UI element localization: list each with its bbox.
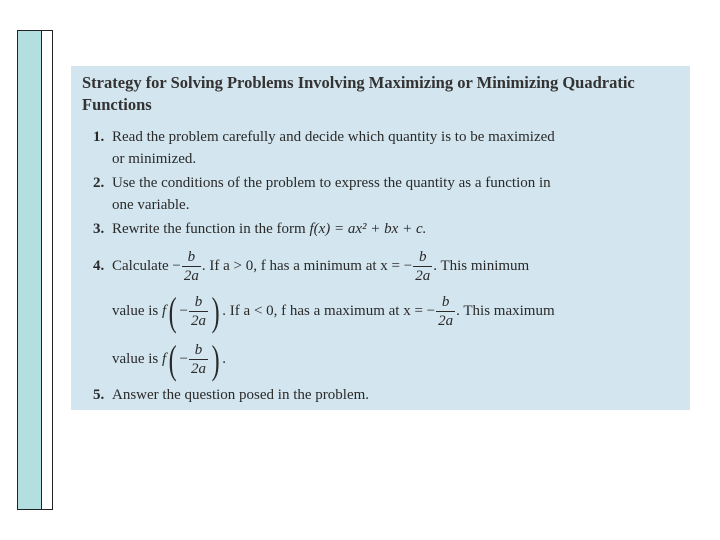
step-4-max-value: value is f( − $\frac{b}{2a}$ ) . [112,336,227,382]
fraction-neg-b-over-2a: $\frac{b}{2a}$ [183,249,199,285]
step-5-number: 5. [93,387,105,403]
step-2-number: 2. [93,175,105,191]
step-2-line-2: one variable. [112,197,190,213]
step-5-text: Answer the question posed in the problem. [112,387,370,403]
step-3-text: Rewrite the function in the form [112,221,306,237]
step-4-number: 4. [93,258,105,274]
step-4-if-negative: . If a < 0, f has a maximum at x = [222,303,423,319]
step-2-line-1: Use the conditions of the problem to express the quantity as a function in [112,175,551,191]
step-1-line-2: or minimized. [112,151,197,167]
strategy-title: Strategy for Solving Problems Involving Maximizing or Minimizing Quadratic Functions [82,73,635,114]
fraction-min-value: $\frac{b}{2a}$ [190,294,206,330]
step-3-number: 3. [93,221,105,237]
strategy-box [71,66,690,410]
step-4-min-value: value is f( − $\frac{b}{2a}$ ) . If a < 0, f has a maximum at x = − $\frac{b}{2a}$ . This maximum [112,288,555,334]
step-4-maximum-end: . This maximum [456,303,555,319]
step-4-value-is: value is [112,303,159,319]
step-4-calculate: Calculate [112,258,169,274]
fraction-max-value: $\frac{b}{2a}$ [190,342,206,378]
step-1-number: 1. [93,129,105,145]
step-4-end: . [222,351,227,367]
step-3-formula: f(x) = ax² + bx + c. [309,221,427,237]
step-4-if-positive: . If a > 0, f has a minimum at x = [201,258,400,274]
step-4-line-1: Calculate − $\frac{b}{2a}$ . If a > 0, f has a minimum at x = − $\frac{b}{2a}$ . This minimum [112,249,530,285]
step-1-line-1: Read the problem carefully and decide which quantity is to be maximized [112,129,555,145]
side-decoration-bar [17,30,53,510]
fraction-min-at: $\frac{b}{2a}$ [415,249,431,285]
step-4-value-is-2: value is [112,351,159,367]
side-decoration-teal-strip [18,31,42,509]
fraction-max-at: $\frac{b}{2a}$ [438,294,454,330]
step-3-body [112,218,426,240]
step-4-minimum-end: . This minimum [433,258,530,274]
